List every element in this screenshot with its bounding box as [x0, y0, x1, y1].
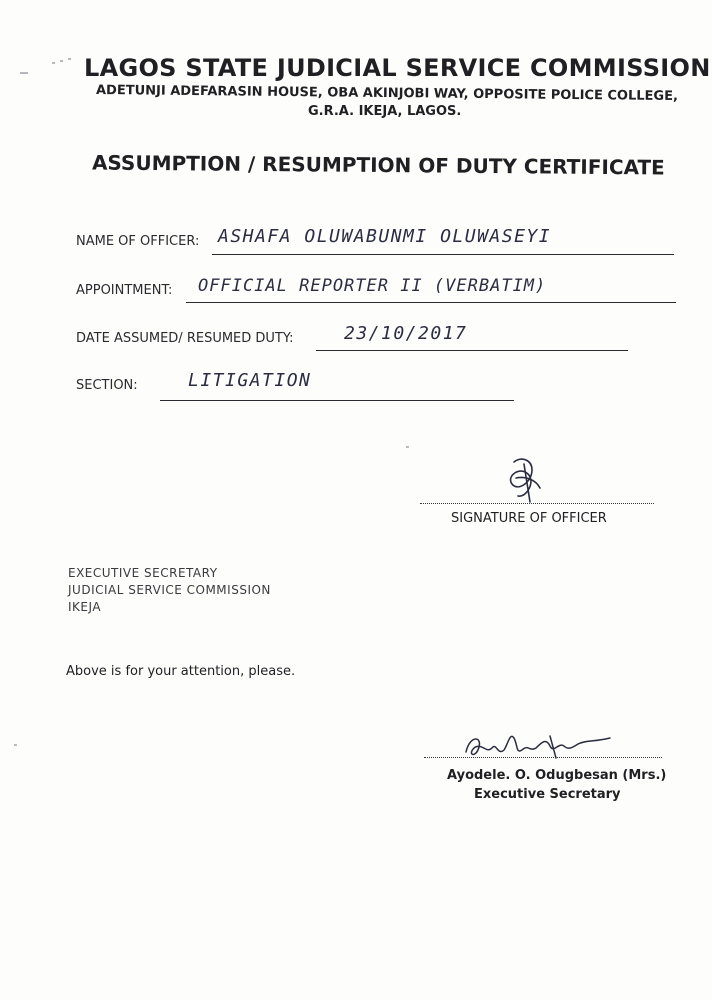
scan-speck [52, 62, 55, 64]
officer-signature-line [420, 503, 654, 504]
section-underline [160, 400, 514, 401]
name-underline [212, 254, 674, 255]
attention-note: Above is for your attention, please. [66, 664, 296, 679]
certificate-title: ASSUMPTION / RESUMPTION OF DUTY CERTIFICATE [91, 150, 665, 180]
secretary-signature-mark [460, 728, 620, 764]
secretary-signature-line [424, 757, 662, 758]
section-label: SECTION: [76, 378, 138, 393]
addressee-line-2: JUDICIAL SERVICE COMMISSION [68, 583, 271, 597]
appointment-value: OFFICIAL REPORTER II (VERBATIM) [198, 276, 547, 296]
address-line-2: G.R.A. IKEJA, LAGOS. [308, 104, 462, 119]
date-value: 23/10/2017 [344, 323, 468, 344]
addressee-line-3: IKEJA [68, 600, 102, 614]
date-underline [316, 350, 628, 351]
secretary-name: Ayodele. O. Odugbesan (Mrs.) [447, 768, 667, 783]
officer-signature-label: SIGNATURE OF OFFICER [451, 511, 607, 526]
scan-speck [406, 446, 409, 448]
name-value: ASHAFA OLUWABUNMI OLUWASEYI [218, 226, 552, 247]
appointment-label: APPOINTMENT: [76, 283, 173, 298]
scan-speck [68, 58, 71, 60]
date-label: DATE ASSUMED/ RESUMED DUTY: [76, 331, 294, 346]
address-line-1: ADETUNJI ADEFARASIN HOUSE, OBA AKINJOBI WAY, OPPOSITE POLICE COLLEGE, [95, 82, 679, 105]
scan-speck [14, 744, 17, 746]
officer-signature-mark [496, 452, 556, 508]
addressee-block [68, 565, 271, 616]
section-value: LITIGATION [188, 370, 312, 391]
appointment-underline [186, 302, 676, 303]
scan-speck [60, 60, 63, 62]
scan-speck [20, 72, 28, 74]
addressee-line-1: EXECUTIVE SECRETARY [68, 566, 218, 580]
organization-name: LAGOS STATE JUDICIAL SERVICE COMMISSION [84, 54, 711, 82]
secretary-title: Executive Secretary [474, 787, 621, 802]
name-label: NAME OF OFFICER: [76, 234, 200, 249]
